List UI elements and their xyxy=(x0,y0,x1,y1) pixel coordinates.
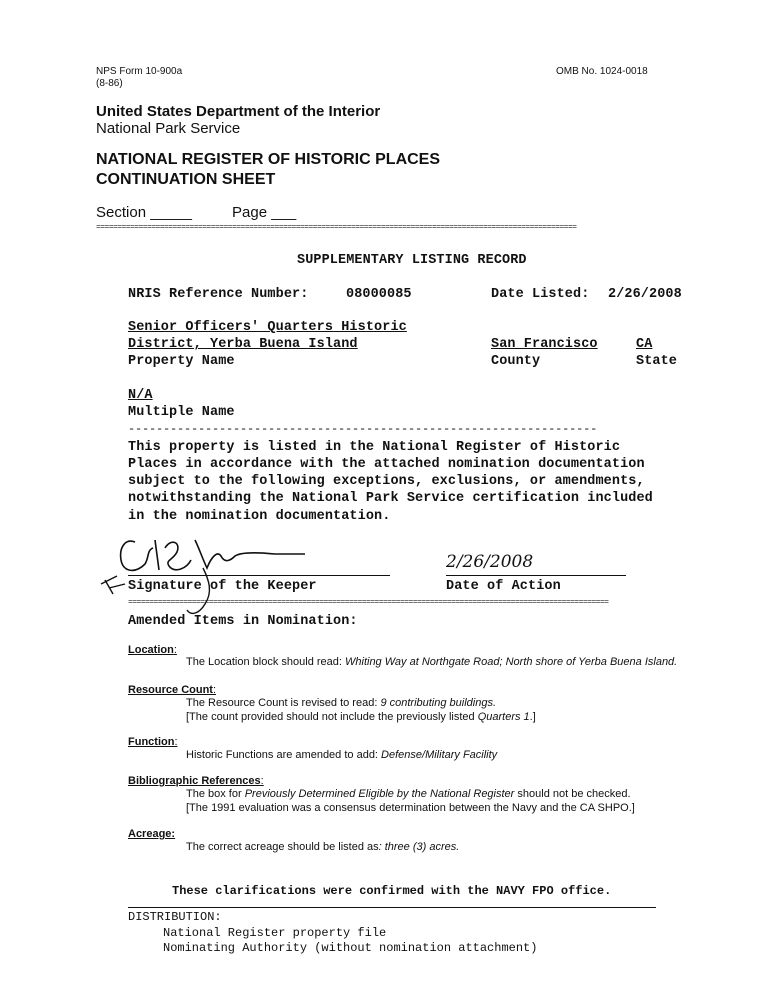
resource-count-text2: [The count provided should not include the previously listed Quarters 1.] xyxy=(186,711,536,723)
date-listed-value: 2/26/2008 xyxy=(608,287,682,302)
bibliographic-text2: [The 1991 evaluation was a consensus determination between the Navy and the CA SHPO.] xyxy=(186,802,635,814)
form-date: (8-86) xyxy=(96,78,123,89)
acreage-text: The correct acreage should be listed as: three (3) acres. xyxy=(186,841,460,853)
county-value: San Francisco xyxy=(491,337,598,352)
acreage-label: Acreage: xyxy=(128,828,176,840)
department-name: United States Department of the Interior xyxy=(96,103,381,120)
statement-line3: subject to the following exceptions, exclusions, or amendments, xyxy=(128,474,645,489)
handwritten-date: 2/26/2008 xyxy=(446,552,534,572)
function-label: Function: xyxy=(128,736,178,748)
bibliographic-label: Bibliographic References: xyxy=(128,775,264,787)
omb-number: OMB No. 1024-0018 xyxy=(556,66,648,77)
statement-line2: Places in accordance with the attached nomination documentation xyxy=(128,457,645,472)
nris-value: 08000085 xyxy=(346,287,412,302)
location-label: Location: xyxy=(128,644,177,656)
statement-line4: notwithstanding the National Park Service certification included xyxy=(128,491,653,506)
signature-line xyxy=(128,575,390,576)
dashed-rule: ------------------------------------------------------------------- xyxy=(128,422,598,436)
state-value: CA xyxy=(636,337,653,352)
county-label: County xyxy=(491,354,541,369)
nris-label: NRIS Reference Number: xyxy=(128,287,309,302)
distribution-rule xyxy=(128,907,656,908)
statement-line5: in the nomination documentation. xyxy=(128,509,391,524)
distribution-item-1: National Register property file xyxy=(163,926,387,940)
property-name-label: Property Name xyxy=(128,354,235,369)
form-title-line2: CONTINUATION SHEET xyxy=(96,171,276,188)
location-text: The Location block should read: Whiting Way at Northgate Road; North shore of Yerba Buena Island. xyxy=(186,656,678,668)
amended-heading: Amended Items in Nomination: xyxy=(128,614,358,629)
form-title-line1: NATIONAL REGISTER OF HISTORIC PLACES xyxy=(96,151,441,168)
state-label: State xyxy=(636,354,678,369)
property-name-line1: Senior Officers' Quarters Historic xyxy=(128,320,407,335)
resource-count-label: Resource Count: xyxy=(128,684,217,696)
double-rule-mid: ================================================================================================================= xyxy=(128,598,609,607)
date-listed-label: Date Listed: xyxy=(491,287,590,302)
section-field: Section _____ xyxy=(96,204,192,221)
agency-name: National Park Service xyxy=(96,120,241,137)
function-text: Historic Functions are amended to add: Defense/Military Facility xyxy=(186,749,498,761)
double-rule-top: ================================================================================================================= xyxy=(96,223,577,232)
property-name-line2: District, Yerba Buena Island xyxy=(128,337,358,352)
distribution-label: DISTRIBUTION: xyxy=(128,910,222,924)
signature-label: Signature of the Keeper xyxy=(128,579,317,594)
form-number: NPS Form 10-900a xyxy=(96,66,183,77)
distribution-item-2: Nominating Authority (without nomination attachment) xyxy=(163,941,538,955)
multiple-name-label: Multiple Name xyxy=(128,405,235,420)
statement-line1: This property is listed in the National Register of Historic xyxy=(128,440,621,455)
date-line xyxy=(446,575,626,576)
page-field: Page ___ xyxy=(232,204,297,221)
resource-count-text1: The Resource Count is revised to read: 9 contributing buildings. xyxy=(186,697,497,709)
multiple-name-value: N/A xyxy=(128,388,153,403)
clarification-note: These clarifications were confirmed with the NAVY FPO office. xyxy=(172,884,612,898)
record-heading: SUPPLEMENTARY LISTING RECORD xyxy=(297,253,527,268)
bibliographic-text1: The box for Previously Determined Eligible by the National Register should not be checked. xyxy=(186,788,631,800)
action-label: Date of Action xyxy=(446,579,561,594)
